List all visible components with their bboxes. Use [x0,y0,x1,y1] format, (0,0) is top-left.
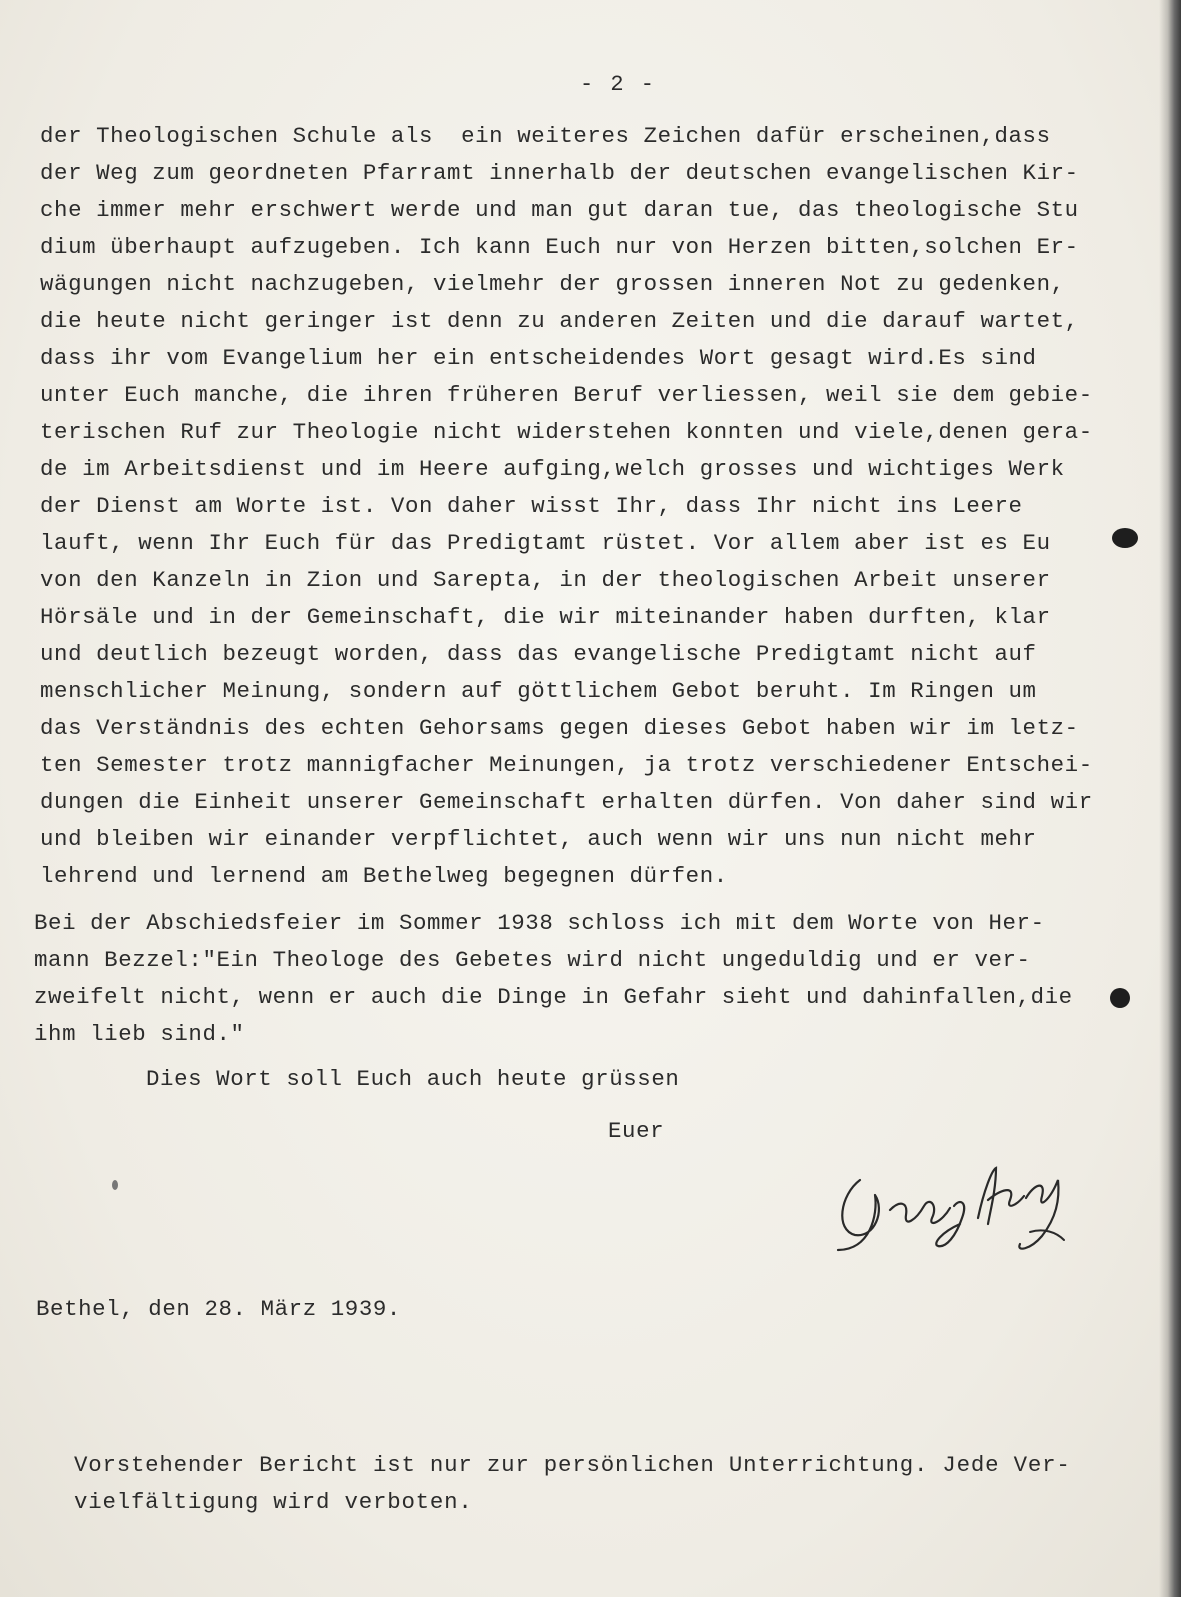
text-line: die heute nicht geringer ist denn zu anderen Zeiten und die darauf wartet, [40,308,1079,334]
page-edge-shadow [1159,0,1181,1597]
text-line: vielfältigung wird verboten. [74,1489,473,1515]
footer-notice [74,1447,1144,1521]
text-line: der Theologischen Schule als ein weiteres Zeichen dafür erscheinen,dass [40,123,1051,149]
text-line: das Verständnis des echten Gehorsams gegen dieses Gebot haben wir im letz- [40,715,1079,741]
text-line: che immer mehr erschwert werde und man gut daran tue, das theologische Stu [40,197,1079,223]
text-line: wägungen nicht nachzugeben, vielmehr der grossen inneren Not zu gedenken, [40,271,1065,297]
ink-blot [1110,988,1130,1008]
text-line: de im Arbeitsdienst und im Heere aufging,welch grosses und wichtiges Werk [40,456,1065,482]
text-line: und bleiben wir einander verpflichtet, auch wenn wir uns nun nicht mehr [40,826,1037,852]
text-line: zweifelt nicht, wenn er auch die Dinge in Gefahr sieht und dahinfallen,die [34,984,1073,1010]
text-line: der Dienst am Worte ist. Von daher wisst Ihr, dass Ihr nicht ins Leere [40,493,1023,519]
text-line: dass ihr vom Evangelium her ein entscheidendes Wort gesagt wird.Es sind [40,345,1037,371]
text-line: unter Euch manche, die ihren früheren Beruf verliessen, weil sie dem gebie- [40,382,1093,408]
text-line: der Weg zum geordneten Pfarramt innerhalb der deutschen evangelischen Kir- [40,160,1079,186]
text-line: lauft, wenn Ihr Euch für das Predigtamt rüstet. Vor allem aber ist es Eu [40,530,1051,556]
text-line: Bei der Abschiedsfeier im Sommer 1938 schloss ich mit dem Worte von Her- [34,910,1045,936]
text-line: Hörsäle und in der Gemeinschaft, die wir miteinander haben durften, klar [40,604,1051,630]
closing-line: Dies Wort soll Euch auch heute grüssen [146,1066,680,1092]
text-line: dungen die Einheit unserer Gemeinschaft erhalten dürfen. Von daher sind wir [40,789,1093,815]
text-line: mann Bezzel:"Ein Theologe des Gebetes wird nicht ungeduldig und er ver- [34,947,1031,973]
paragraph-quote [34,905,1154,1053]
handwritten-signature [820,1140,1080,1260]
text-line: ten Semester trotz mannigfacher Meinungen, ja trotz verschiedener Entschei- [40,752,1093,778]
dateline: Bethel, den 28. März 1939. [36,1296,401,1322]
text-line: dium überhaupt aufzugeben. Ich kann Euch nur von Herzen bitten,solchen Er- [40,234,1079,260]
text-line: ihm lieb sind." [34,1021,245,1047]
text-line: lehrend und lernend am Bethelweg begegnen dürfen. [40,863,728,889]
paragraph-main [40,118,1160,895]
text-line: von den Kanzeln in Zion und Sarepta, in der theologischen Arbeit unserer [40,567,1051,593]
salutation: Euer [608,1118,665,1144]
ink-blot [1112,528,1138,548]
page-number: - 2 - [580,72,657,97]
ink-blot [112,1180,118,1190]
text-line: Vorstehender Bericht ist nur zur persönlichen Unterrichtung. Jede Ver- [74,1452,1071,1478]
text-line: terischen Ruf zur Theologie nicht widerstehen konnten und viele,denen gera- [40,419,1093,445]
text-line: menschlicher Meinung, sondern auf göttlichem Gebot beruht. Im Ringen um [40,678,1037,704]
text-line: und deutlich bezeugt worden, dass das evangelische Predigtamt nicht auf [40,641,1037,667]
